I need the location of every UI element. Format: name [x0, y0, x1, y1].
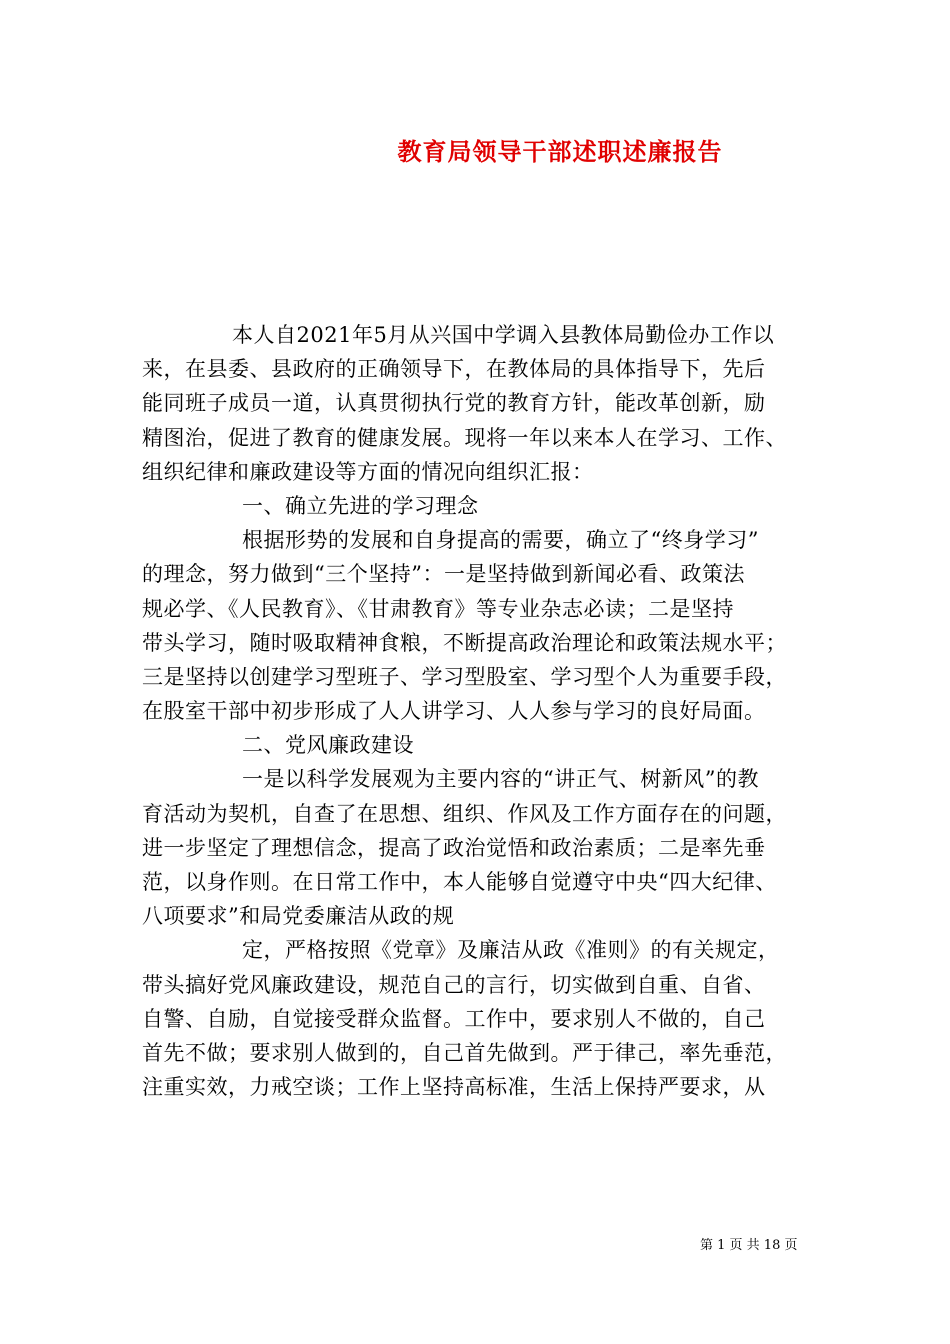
paragraph-line: 带头搞好党风廉政建设，规范自己的言行，切实做到自重、自省、 [142, 972, 766, 997]
paragraph-line: 的理念，努力做到“三个坚持”：一是坚持做到新闻必看、政策法 [142, 562, 745, 587]
paragraph-line: 规必学、《人民教育》、《甘肃教育》等专业杂志必读；二是坚持 [142, 596, 734, 621]
paragraph-line: 自警、自励，自觉接受群众监督。工作中，要求别人不做的，自己 [142, 1006, 766, 1031]
paragraph-line: 带头学习，随时吸取精神食粮，不断提高政治理论和政策法规水平； [142, 630, 787, 655]
section-heading-1: 一、确立先进的学习理念 [242, 493, 479, 518]
paragraph-line: 来，在县委、县政府的正确领导下，在教体局的具体指导下，先后 [142, 357, 766, 382]
paragraph-line: 精图治，促进了教育的健康发展。现将一年以来本人在学习、工作、 [142, 425, 787, 450]
paragraph-line: 八项要求”和局党委廉洁从政的规 [142, 904, 455, 929]
paragraph-line: 本人自2021年5月从兴国中学调入县教体局勤俭办工作以 [232, 323, 775, 347]
paragraph-line: 根据形势的发展和自身提高的需要，确立了“终身学习” [242, 528, 759, 553]
paragraph-line: 组织纪律和廉政建设等方面的情况向组织汇报： [142, 459, 594, 484]
page-number-footer: 第 1 页 共 18 页 [700, 1238, 798, 1253]
paragraph-line: 范，以身作则。在日常工作中，本人能够自觉遵守中央“四大纪律、 [142, 870, 777, 894]
paragraph-line: 三是坚持以创建学习型班子、学习型股室、学习型个人为重要手段， [142, 664, 787, 689]
paragraph-line: 定，严格按照《党章》及廉洁从政《准则》的有关规定， [242, 938, 780, 963]
paragraph-line: 在股室干部中初步形成了人人讲学习、人人参与学习的良好局面。 [142, 699, 766, 724]
paragraph-line: 进一步坚定了理想信念，提高了政治觉悟和政治素质；二是率先垂 [142, 835, 766, 860]
document-title: 教育局领导干部述职述廉报告 [397, 137, 723, 166]
section-heading-2: 二、党风廉政建设 [242, 733, 414, 758]
paragraph-line: 能同班子成员一道，认真贯彻执行党的教育方针，能改革创新，励 [142, 391, 766, 416]
paragraph-line: 一是以科学发展观为主要内容的“讲正气、树新风”的教 [242, 767, 759, 792]
paragraph-line: 首先不做；要求别人做到的，自己首先做到。严于律己，率先垂范， [142, 1040, 787, 1065]
document-body [142, 318, 832, 1104]
paragraph-line: 育活动为契机，自查了在思想、组织、作风及工作方面存在的问题， [142, 801, 787, 826]
paragraph-line: 注重实效，力戒空谈；工作上坚持高标准，生活上保持严要求，从 [142, 1075, 766, 1100]
